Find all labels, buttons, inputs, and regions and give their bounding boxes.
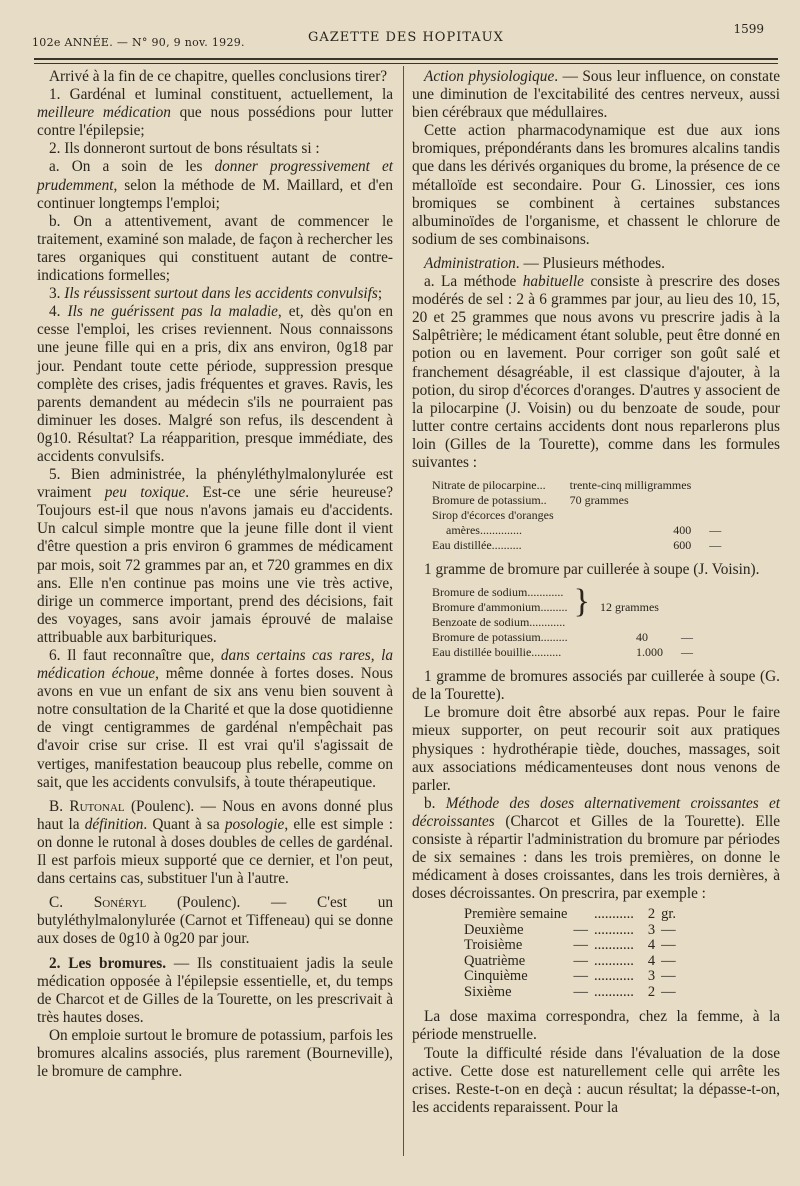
paragraph: 2. Les bromures. — Ils constituaient jadis la seule médication opposée à l'épilepsie essentielle, et, du temps de Charcot et de Gilles de la Tourette, on les prescrivait à très hautes doses.	[37, 954, 393, 1026]
journal-title: GAZETTE DES HOPITAUX	[308, 30, 504, 45]
paragraph: Administration. — Plusieurs méthodes.	[424, 254, 665, 272]
paragraph: Toute la difficulté réside dans l'évaluation de la dose active. Cette dose est naturellement celle qui arrête les crises. Reste-t-on en deçà : aucun résultat; la dépasse-t-on, les accidents reparaissent. Pour la	[412, 1044, 780, 1116]
paragraph: b. On a attentivement, avant de commencer le traitement, examiné son malade, de façon à rechercher les tares organiques qui constituent autant de contre-indications formelles;	[37, 212, 393, 285]
paragraph: b. Méthode des doses alternativement croissantes et décroissantes (Charcot et Gilles de la Tourette). Elle consiste à répartir l'administration du bromure par périodes de six semaines : dans les trois premières, on donne le médicament à doses croissantes, dans les trois dernières, à doses décroissantes. On prescrira, par exemple :	[412, 794, 780, 903]
paragraph: 6. Il faut reconnaître que, dans certains cas rares, la médication échoue, même donnée à fortes doses. Nous avons en vue un enfant de six ans venu bien souvent à notre consultation de la Charité et que la dose quotidienne de vingt centigrammes de gardénal n'empêchait pas d'avoir crise sur crise. Il est vrai qu'il s'agissait de vertiges, manifestation beaucoup plus rebelle, comme on sait, que les accidents convulsifs, à toute thérapeutique.	[37, 647, 394, 791]
recipe-row: Eau distillée.......... 600 —	[432, 538, 722, 553]
page-header	[30, 22, 772, 50]
schedule-row: Sixième — ........... 2 —	[464, 983, 676, 1000]
recipe-table-voisin	[432, 478, 721, 553]
recipe-row: Bromure de sodium............ } 12 grammes	[432, 585, 693, 600]
paragraph: 5. Bien administrée, la phényléthylmalonylurée est vraiment peu toxique. Est-ce une série heureuse? Toujours est-il que nous n'avons jamais eu d'accidents. Un calcul simple montre que la jeune fille dont il vient d'être question a pris environ 6 grammes de médicament par mois, soit 72 grammes par an, et 720 grammes en dix ans. Elle n'en continue pas moins une vie très active, dirige un commerce important, prend des décisions, fait des voyages, sans avoir jamais éprouvé de malaise attribuable aux barbituriques.	[37, 466, 393, 646]
recipe-row: amères.............. 400 —	[446, 523, 722, 538]
column-divider	[403, 66, 404, 1156]
schedule-row: Cinquième — ........... 3 —	[464, 968, 676, 985]
header-rule-thick	[34, 58, 778, 60]
paragraph: a. La méthode habituelle consiste à prescrire des doses modérés de sel : 2 à 6 grammes par jour, au lieu des 10, 15, 20 et 25 grammes que nous avons vu prescrire jadis à la Salpêtrière; le médicament étant soluble, peut être donné en potion ou en lavement. Pour corriger son goût salé et franchement désagréable, il est classique d'ajouter, à la potion, du sirop d'écorces d'oranges. D'autres y associent de la pilocarpine (J. Voisin) ou du benzoate de soude, pour lutter contre certains accidents dont nous reparlerons plus loin (Gilles de la Tourette), comme dans les formules suivantes :	[412, 273, 780, 471]
recipe-row: Nitrate de pilocarpine... trente-cinq milligrammes	[432, 478, 692, 493]
brace-glyph: }	[573, 583, 590, 621]
paragraph: Cette action pharmacodynamique est due aux ions bromiques, prépondérants dans les bromures alcalins tandis que dans les dérivés organiques du brome, la présence de ce métalloïde est secondaire. Pour G. Linossier, ces ions bromiques se combinent à certaines substances albuminoïdes de l'organisme, et chassent le chlorure de sodium de ses combinaisons.	[412, 122, 780, 248]
paragraph: a. On a soin de les donner progressivement et prudemment, selon la méthode de M. Maillard, et d'en continuer longtemps l'emploi;	[37, 158, 394, 212]
recipe-row: Benzoate de sodium............	[432, 615, 566, 630]
paragraph: 1 gramme de bromures associés par cuillerée à soupe (G. de la Tourette).	[412, 668, 780, 704]
issue-info: 102e ANNÉE. — N° 90, 9 nov. 1929.	[32, 36, 245, 49]
paragraph: Arrivé à la fin de ce chapitre, quelles conclusions tirer?	[49, 68, 388, 85]
recipe-row: Bromure d'ammonium.........	[432, 600, 568, 615]
paragraph: 4. Ils ne guérissent pas la maladie, et, dès qu'on en cesse l'emploi, les crises reviennent. Nous connaissons une jeune fille qui en a pris, dix ans environ, 0g18 par jour. Pendant toute cette période, suppression presque complète des crises, jadis fréquentes et graves. Ravis, les parents demandent au médecin s'ils ne pourraient pas diminuer les doses. Malgré son refus, ils descendent à 0g10. Résultat? La réapparition, presque immédiate, des accidents convulsifs.	[37, 303, 394, 465]
paragraph: 1 gramme de bromure par cuillerée à soupe (J. Voisin).	[424, 561, 760, 579]
schedule-row: Troisième — ........... 4 —	[464, 937, 676, 954]
left-column	[37, 68, 393, 1081]
recipe-table-tourette	[432, 585, 693, 660]
paragraph: C. Sonéryl (Poulenc). — C'est un butyléthylmalonylurée (Carnot et Tiffeneau) qui se donne aux doses de 0g10 à 0g20 par jour.	[37, 894, 394, 948]
recipe-row: Bromure de potassium......... 40 —	[432, 630, 693, 645]
paragraph: Le bromure doit être absorbé aux repas. Pour le faire mieux supporter, on peut recourir soit aux pratiques physiques : hydrothérapie tiède, douches, massages, soit aux associations médicamenteuses dont nous venons de parler.	[412, 704, 780, 794]
schedule-row: Deuxième — ........... 3 —	[464, 921, 676, 938]
dosage-schedule	[464, 907, 676, 1000]
paragraph: Action physiologique. — Sous leur influence, on constate une diminution de l'excitabilité des centres nerveux, aussi bien cérébraux que médullaires.	[412, 68, 780, 122]
header-rule-thin	[34, 63, 778, 64]
paragraph: B. Rutonal (Poulenc). — Nous en avons donné plus haut la définition. Quant à sa posologie, elle est simple : on donne le rutonal à doses doubles de celles de gardénal. Il est parfois mieux supporté que ce dernier, et l'on peut, dans certains cas, substituer l'un à l'autre.	[37, 797, 393, 888]
paragraph: 1. Gardénal et luminal constituent, actuellement, la meilleure médication que nous possédions pour lutter contre l'épilepsie;	[37, 86, 393, 140]
right-column	[412, 68, 780, 1117]
recipe-row: Eau distillée bouillie.......... 1.000 —	[432, 645, 693, 660]
schedule-row: Première semaine ........... 2 gr.	[464, 906, 676, 923]
section-lead: C. Sonéryl	[49, 894, 147, 912]
section-lead: B. Rutonal	[49, 797, 125, 815]
section-heading: 2. Les bromures.	[49, 954, 167, 972]
paragraph: On emploie surtout le bromure de potassium, parfois les bromures alcalins associés, plus rarement (Bourneville), le bromure de camphre.	[37, 1026, 393, 1081]
paragraph: 2. Ils donneront surtout de bons résultats si :	[49, 140, 320, 158]
recipe-row: Sirop d'écorces d'oranges	[432, 508, 554, 523]
paragraph: La dose maxima correspondra, chez la femme, à la période menstruelle.	[412, 1008, 780, 1044]
schedule-row: Quatrième — ........... 4 —	[464, 952, 676, 969]
page-number: 1599	[733, 22, 764, 36]
paragraph: 3. Ils réussissent surtout dans les accidents convulsifs;	[49, 285, 383, 303]
recipe-row: Bromure de potassium.. 70 grammes	[432, 493, 629, 508]
